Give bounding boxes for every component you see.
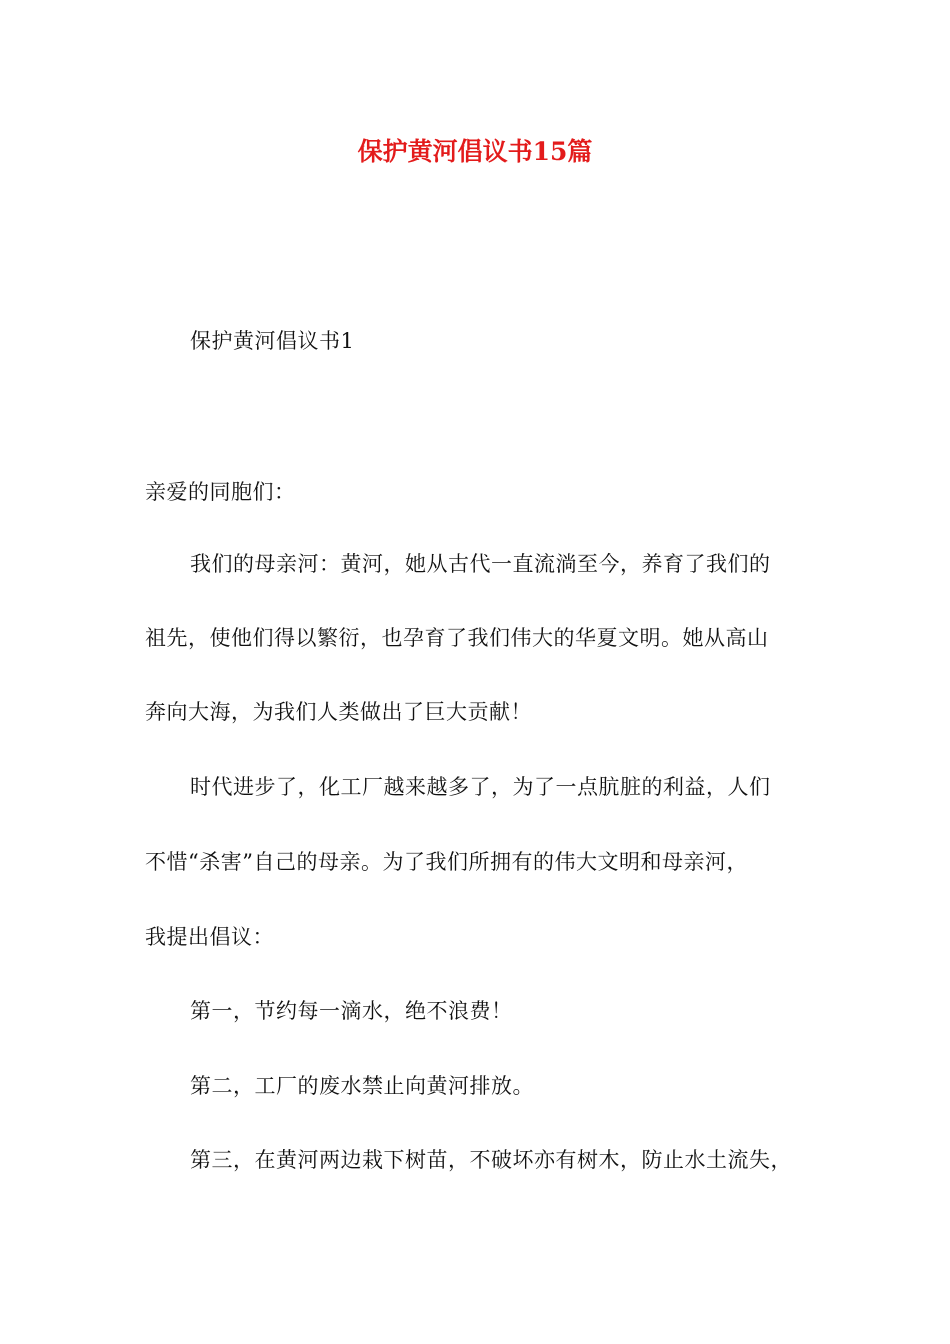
paragraph-line: 不惜“杀害”自己的母亲。为了我们所拥有的伟大文明和母亲河，: [145, 850, 748, 874]
proposal-item: 第三，在黄河两边栽下树苗，不破坏亦有树木，防止水土流失，: [190, 1148, 792, 1172]
proposal-item: 第一，节约每一滴水，绝不浪费！: [190, 999, 513, 1023]
proposal-item: 第二，工厂的废水禁止向黄河排放。: [190, 1074, 534, 1098]
paragraph-line: 祖先，使他们得以繁衍，也孕育了我们伟大的华夏文明。她从高山: [145, 626, 769, 650]
paragraph-line: 我们的母亲河：黄河，她从古代一直流淌至今，养育了我们的: [190, 552, 771, 576]
paragraph-line: 奔向大海，为我们人类做出了巨大贡献！: [145, 700, 532, 724]
section-heading: 保护黄河倡议书1: [190, 329, 355, 353]
paragraph-line: 时代进步了，化工厂越来越多了，为了一点肮脏的利益，人们: [190, 775, 771, 799]
paragraph-line: 我提出倡议：: [145, 925, 274, 949]
document-title: 保护黄河倡议书15篇: [357, 137, 593, 166]
greeting: 亲爱的同胞们：: [145, 480, 296, 504]
